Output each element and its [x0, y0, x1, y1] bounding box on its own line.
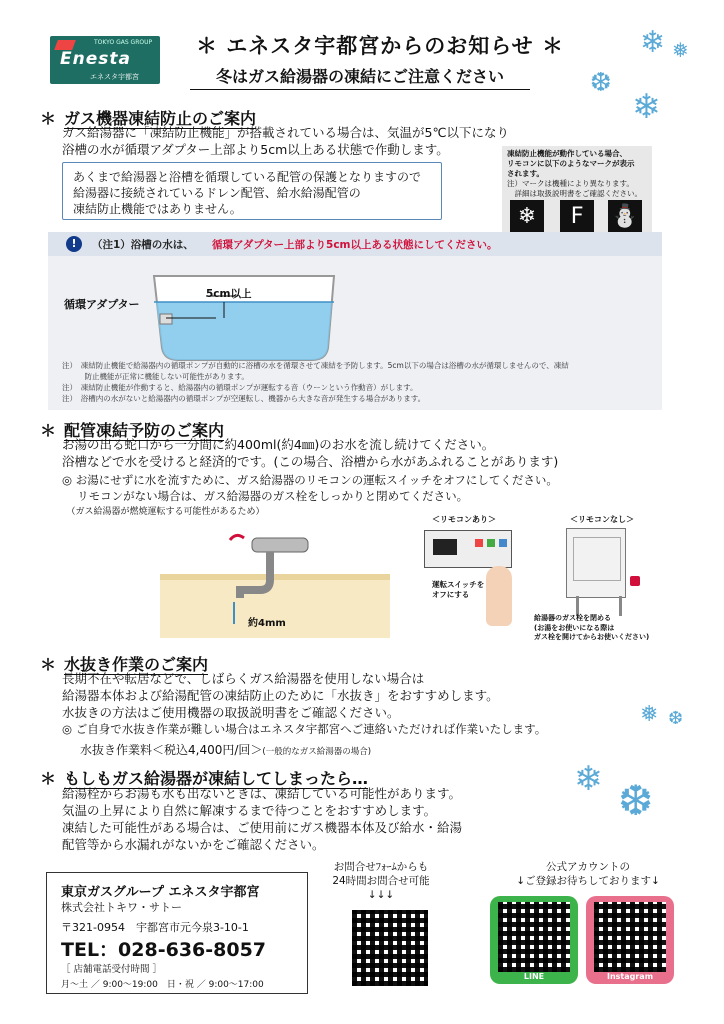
section1-heading: ＊ ガス機器凍結防止のご案内	[40, 109, 257, 128]
page-subtitle: 冬はガス給湯器の凍結にご注意ください	[190, 64, 530, 90]
snowflake-icon: ❆	[590, 68, 612, 98]
remote-yes-label: ＜リモコンあり＞	[432, 515, 496, 524]
section1-line-2: 浴槽の水が循環アダプター上部より5cm以上ある状態で作動します。	[62, 142, 449, 157]
section1-line-1: ガス給湯器に「凍結防止機能」が搭載されている場合は、気温が5℃以下になり	[62, 125, 509, 140]
instagram-qr-frame[interactable]	[586, 896, 674, 984]
exclamation-icon: !	[66, 236, 82, 252]
hours: 月〜土 ／ 9:00〜19:00 日・祝 ／ 9:00〜17:00	[61, 980, 264, 990]
diagram-note-red: 循環アダプター上部より5cm以上ある状態にしてください。	[212, 239, 498, 251]
water-removal-fee: 水抜き作業料＜税込4,400円/回＞(一般的なガス給湯器の場合)	[80, 743, 372, 757]
section3-line-1: 長期不在や転居などで、しばらくガス給湯器を使用しない場合は	[62, 671, 425, 686]
inquiry-text: お問合せﾌｫｰﾑからも 24時間お問合せ可能 ↓↓↓	[332, 861, 430, 901]
diagram-fine-note-3: 注） 凍結防止機能が作動すると、給湯器内の循環ポンプが運転する音（ウーンという作動音）がします。	[62, 383, 418, 392]
section2-line-1: お湯の出る蛇口から一分間に約400ml(約4㎜)のお水を流し続けてください。	[62, 437, 495, 452]
section3-line-4: ◎ ご自身で水抜き作業が難しい場合はエネスタ宇都宮へご連絡いただければ作業いたします。	[62, 722, 547, 736]
hours-label: ［ 店舗電話受付時間 ］	[61, 964, 163, 975]
bathtub-illustration	[48, 256, 662, 366]
gas-close-label: 給湯器のガス栓を閉める (お湯をお使いになる際は ガス栓を開けてからお使いください)	[534, 614, 650, 641]
section4-line-1: 給湯栓からお湯も水も出ないときは、凍結している可能性があります。	[62, 786, 462, 801]
callout-bubble: あくまで給湯器と浴槽を循環している配管の保護となりますので 給湯器に接続されているドレン配管、給水給湯配管の 凍結防止機能ではありません。	[62, 162, 442, 220]
instagram-label: Instagram	[606, 972, 654, 981]
snowflake-icon: ❄	[632, 87, 661, 127]
water-heater-image	[566, 528, 626, 598]
adapter-label: 循環アダプター	[64, 298, 140, 311]
section2-line-2: 浴槽などで水を受けると経済的です。(この場合、浴槽から水があふれることがあります)	[62, 454, 559, 469]
freeze-snow-icon: ❄	[510, 200, 544, 234]
section4-line-3: 凍結した可能性がある場合は、ご使用前にガス機器本体及び給水・給湯	[62, 820, 463, 835]
switch-off-label: 運転スイッチを オフにする	[432, 580, 485, 599]
enesta-logo	[50, 36, 160, 84]
diagram-fine-note-2: 防止機能が正常に機能しない可能性があります。	[62, 372, 249, 381]
hand-icon	[486, 566, 512, 626]
official-account-text: 公式アカウントの ↓ご登録お待ちしております↓	[516, 861, 660, 887]
section4-line-4: 配管等から水漏れがないかをご確認ください。	[62, 837, 325, 852]
snowflake-icon: ❅	[672, 38, 689, 62]
company-name: 東京ガスグループ エネスタ宇都宮	[61, 885, 260, 900]
line-label: LINE	[523, 972, 545, 981]
remote-control-image	[424, 530, 512, 568]
page-title: ＊ エネスタ宇都宮からのお知らせ ＊	[196, 34, 564, 58]
section3-heading: ＊ 水抜き作業のご案内	[40, 655, 209, 674]
logo-group-text: TOKYO GAS GROUP	[94, 39, 153, 46]
company-info-box	[46, 872, 308, 994]
depth-label: 5cm以上	[206, 288, 252, 300]
section2-bullet-2: リモコンがない場合は、ガス給湯器のガス栓をしっかりと閉めてください。	[62, 489, 469, 503]
remote-mark-box: 凍結防止機能が動作している場合、 リモコンに以下のようなマークが表示 されます。 注）マークは機種により異なります。 詳細は取扱説明書をご確認ください。 ❄ F ⛄	[502, 146, 652, 238]
telephone[interactable]: TEL：028-636-8057	[61, 939, 267, 961]
snowflake-icon: ❆	[668, 708, 684, 729]
snowflake-icon: ❄	[640, 25, 666, 60]
diagram-fine-note-1: 注） 凍結防止機能で給湯器内の循環ポンプが自動的に浴槽の水を循環させて凍結を予防します。5cm以下の場合は浴槽の水が循環しませんので、凍結	[62, 361, 569, 370]
section2-bullet-1: ◎ お湯にせずに水を流すために、ガス給湯器のリモコンの運転スイッチをオフにしてください。	[62, 473, 558, 487]
section2-heading: ＊ 配管凍結予防のご案内	[40, 421, 225, 440]
logo-word: Enesta	[60, 49, 131, 69]
logo-jp: エネスタ宇都宮	[90, 73, 139, 81]
section4-line-2: 気温の上昇により自然に解凍するまで待つことをおすすめします。	[62, 803, 437, 818]
pipes	[576, 596, 622, 616]
snowflake-icon: ❆	[618, 776, 654, 825]
corp-name: 株式会社トキワ・サトー	[61, 901, 182, 914]
snowflake-icon: ❄	[574, 759, 603, 799]
snowflake-icon: ❅	[640, 702, 659, 727]
remote-no-label: ＜リモコンなし＞	[570, 515, 634, 524]
section3-line-3: 水抜きの方法はご使用機器の取扱説明書をご確認ください。	[62, 705, 400, 720]
freeze-f-icon: F	[560, 200, 594, 234]
gas-valve-icon	[630, 576, 640, 586]
section4-heading: ＊ もしもガス給湯器が凍結してしまったら…	[40, 769, 369, 788]
faucet-size-label: 約4mm	[248, 618, 286, 629]
snowman-icon: ⛄	[608, 200, 642, 234]
line-qr-frame[interactable]	[490, 896, 578, 984]
section3-line-2: 給湯器本体および給湯配管の凍結防止のために「水抜き」をおすすめします。	[62, 688, 499, 703]
inquiry-qr-code[interactable]	[352, 910, 428, 986]
diagram-fine-note-4: 注） 浴槽内の水がないと給湯器内の循環ポンプが空運転し、機器から大きな音が発生する場合があります。	[62, 394, 426, 403]
bathtub-diagram	[48, 232, 662, 410]
diagram-note-label: （注1）浴槽の水は、	[92, 239, 194, 251]
section2-bullet-3: （ガス給湯器が燃焼運転する可能性があるため）	[62, 507, 265, 517]
address: 〒321-0954 宇都宮市元今泉3-10-1	[61, 921, 249, 934]
